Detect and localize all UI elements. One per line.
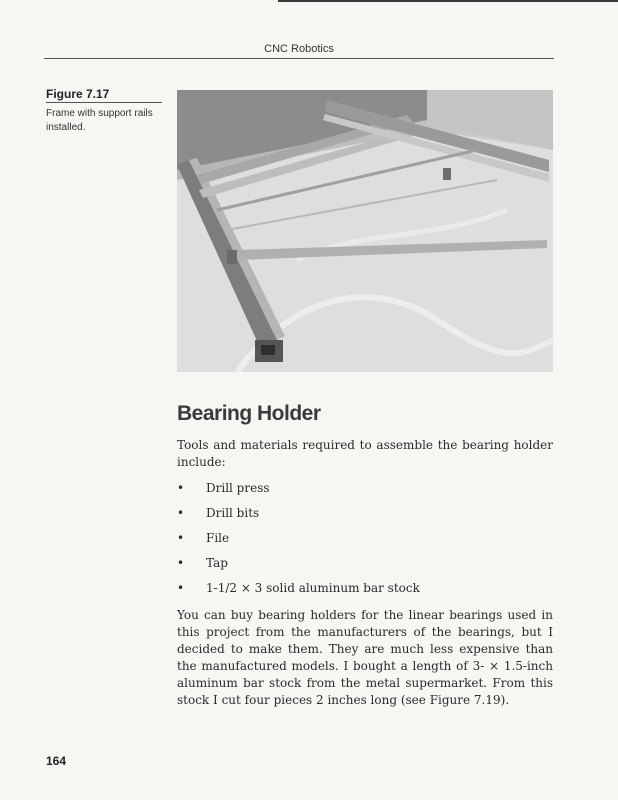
figure-caption: Frame with support rails installed.	[46, 108, 153, 133]
list-item	[177, 480, 553, 505]
list-item-text: Drill bits	[206, 506, 260, 520]
frame-photo	[177, 90, 553, 372]
bullet-icon: •	[177, 581, 185, 595]
section-title: Bearing Holder	[177, 402, 321, 425]
bullet-icon: •	[177, 531, 185, 545]
list-item	[177, 530, 553, 555]
list-item-text: Drill press	[206, 481, 270, 495]
figure-label-rule	[46, 102, 162, 103]
top-edge-rule	[278, 0, 618, 2]
running-head: CNC Robotics	[264, 43, 334, 55]
bullet-icon: •	[177, 506, 185, 520]
list-item-text: File	[206, 531, 230, 545]
list-item	[177, 555, 553, 580]
tools-list	[177, 480, 553, 605]
list-item-text: 1-1/2 × 3 solid aluminum bar stock	[206, 581, 420, 595]
intro-paragraph: Tools and materials required to assemble the bearing holder include:	[177, 438, 553, 469]
bullet-icon: •	[177, 556, 185, 570]
body-paragraph: You can buy bearing holders for the linear bearings used in this project from the manufacturers of the bearings, but I decided to make them. They are much less expensive than the manufactured models. I bought a length of 3- × 1.5-inch aluminum bar stock from the metal supermarket. From this stock I cut four pieces 2 inches long (see Figure 7.19).	[177, 608, 553, 707]
list-item-text: Tap	[206, 556, 228, 570]
list-item	[177, 580, 553, 605]
list-item	[177, 505, 553, 530]
page-number: 164	[46, 754, 67, 768]
bullet-icon: •	[177, 481, 185, 495]
figure-label: Figure 7.17	[46, 87, 110, 101]
header-rule	[44, 58, 554, 59]
